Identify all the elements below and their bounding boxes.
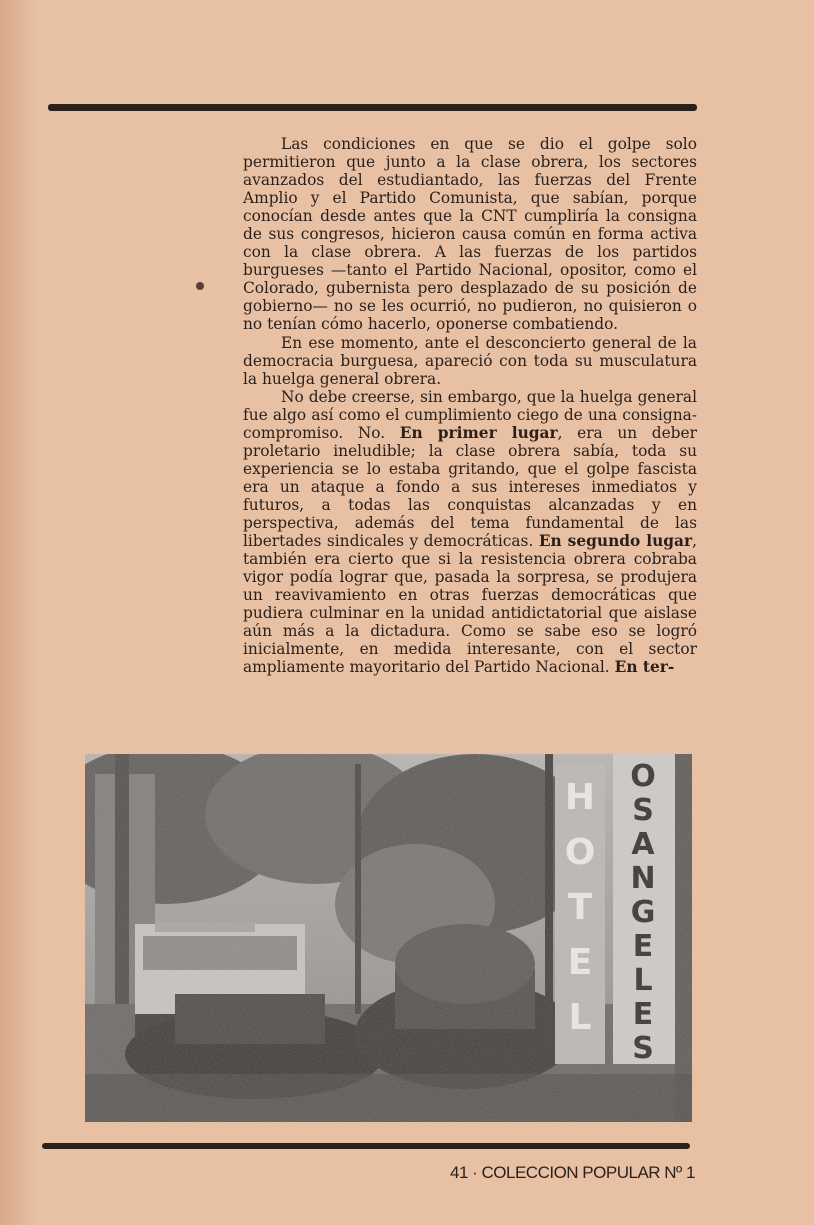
page-edge-shadow <box>0 0 40 1225</box>
street-photo <box>85 754 692 1122</box>
text-run: En ese momento, ante el desconcierto general de la democracia burguesa, apareció con toda su musculatura la huelga general obrera. <box>243 333 697 388</box>
text-run: No debe creerse, sin embargo, que la huelga general fue algo así como el cumplimiento ciego de una consigna-compromiso. No. <box>243 387 697 442</box>
article-body <box>243 135 697 676</box>
text-run: Las condiciones en que se dio el golpe solo permitieron que junto a la clase obrera, los sectores avanzados del estudiantado, las fuerzas del Frente Amplio y el Partido Comunista, que sabían, porque conocían desde antes que la CNT cumpliría la consigna de sus congresos, hicieron causa común en forma activa con la clase obrera. A las fuerzas de los partidos burgueses —tanto el Partido Nacional, opositor, como el Colorado, gubernista pero desplazado de su posición de gobierno— no se les ocurrió, no pudieron, no quisieron o no tenían cómo hacerlo, oponerse combatiendo. <box>243 135 697 334</box>
emphasis-run: En primer lugar <box>399 423 558 442</box>
article-paragraph <box>243 388 697 677</box>
emphasis-run: En ter- <box>614 658 675 677</box>
text-run: , también era cierto que si la resistencia obrera cobraba vigor podía lograr que, pasada la sorpresa, se produjera un reavivamiento en otras fuerzas democráticas que pudiera culminar en la unidad antidictatorial que aislase aún más a la dictadura. Como se sabe eso se logró inicialmente, en medida interesante, con el sector ampliamente mayoritario del Partido Nacional. <box>243 532 698 677</box>
bottom-rule <box>42 1143 690 1149</box>
ink-speck <box>196 282 204 290</box>
page-footer: 41 · COLECCION POPULAR Nº 1 <box>450 1163 695 1182</box>
top-rule <box>48 104 697 111</box>
text-run: , era un deber proletario ineludible; la clase obrera sabía, toda su experiencia se lo estaba gritando, que el golpe fascista era un ataque a fondo a sus intereses inmediatos y futuros, a todas las conquistas alcanzadas y en perspectiva, además del tema fundamental de las libertades sindicales y democráticas. <box>243 423 698 551</box>
article-paragraph <box>243 334 697 388</box>
article-paragraph <box>243 135 697 334</box>
emphasis-run: En segundo lugar <box>538 532 693 551</box>
